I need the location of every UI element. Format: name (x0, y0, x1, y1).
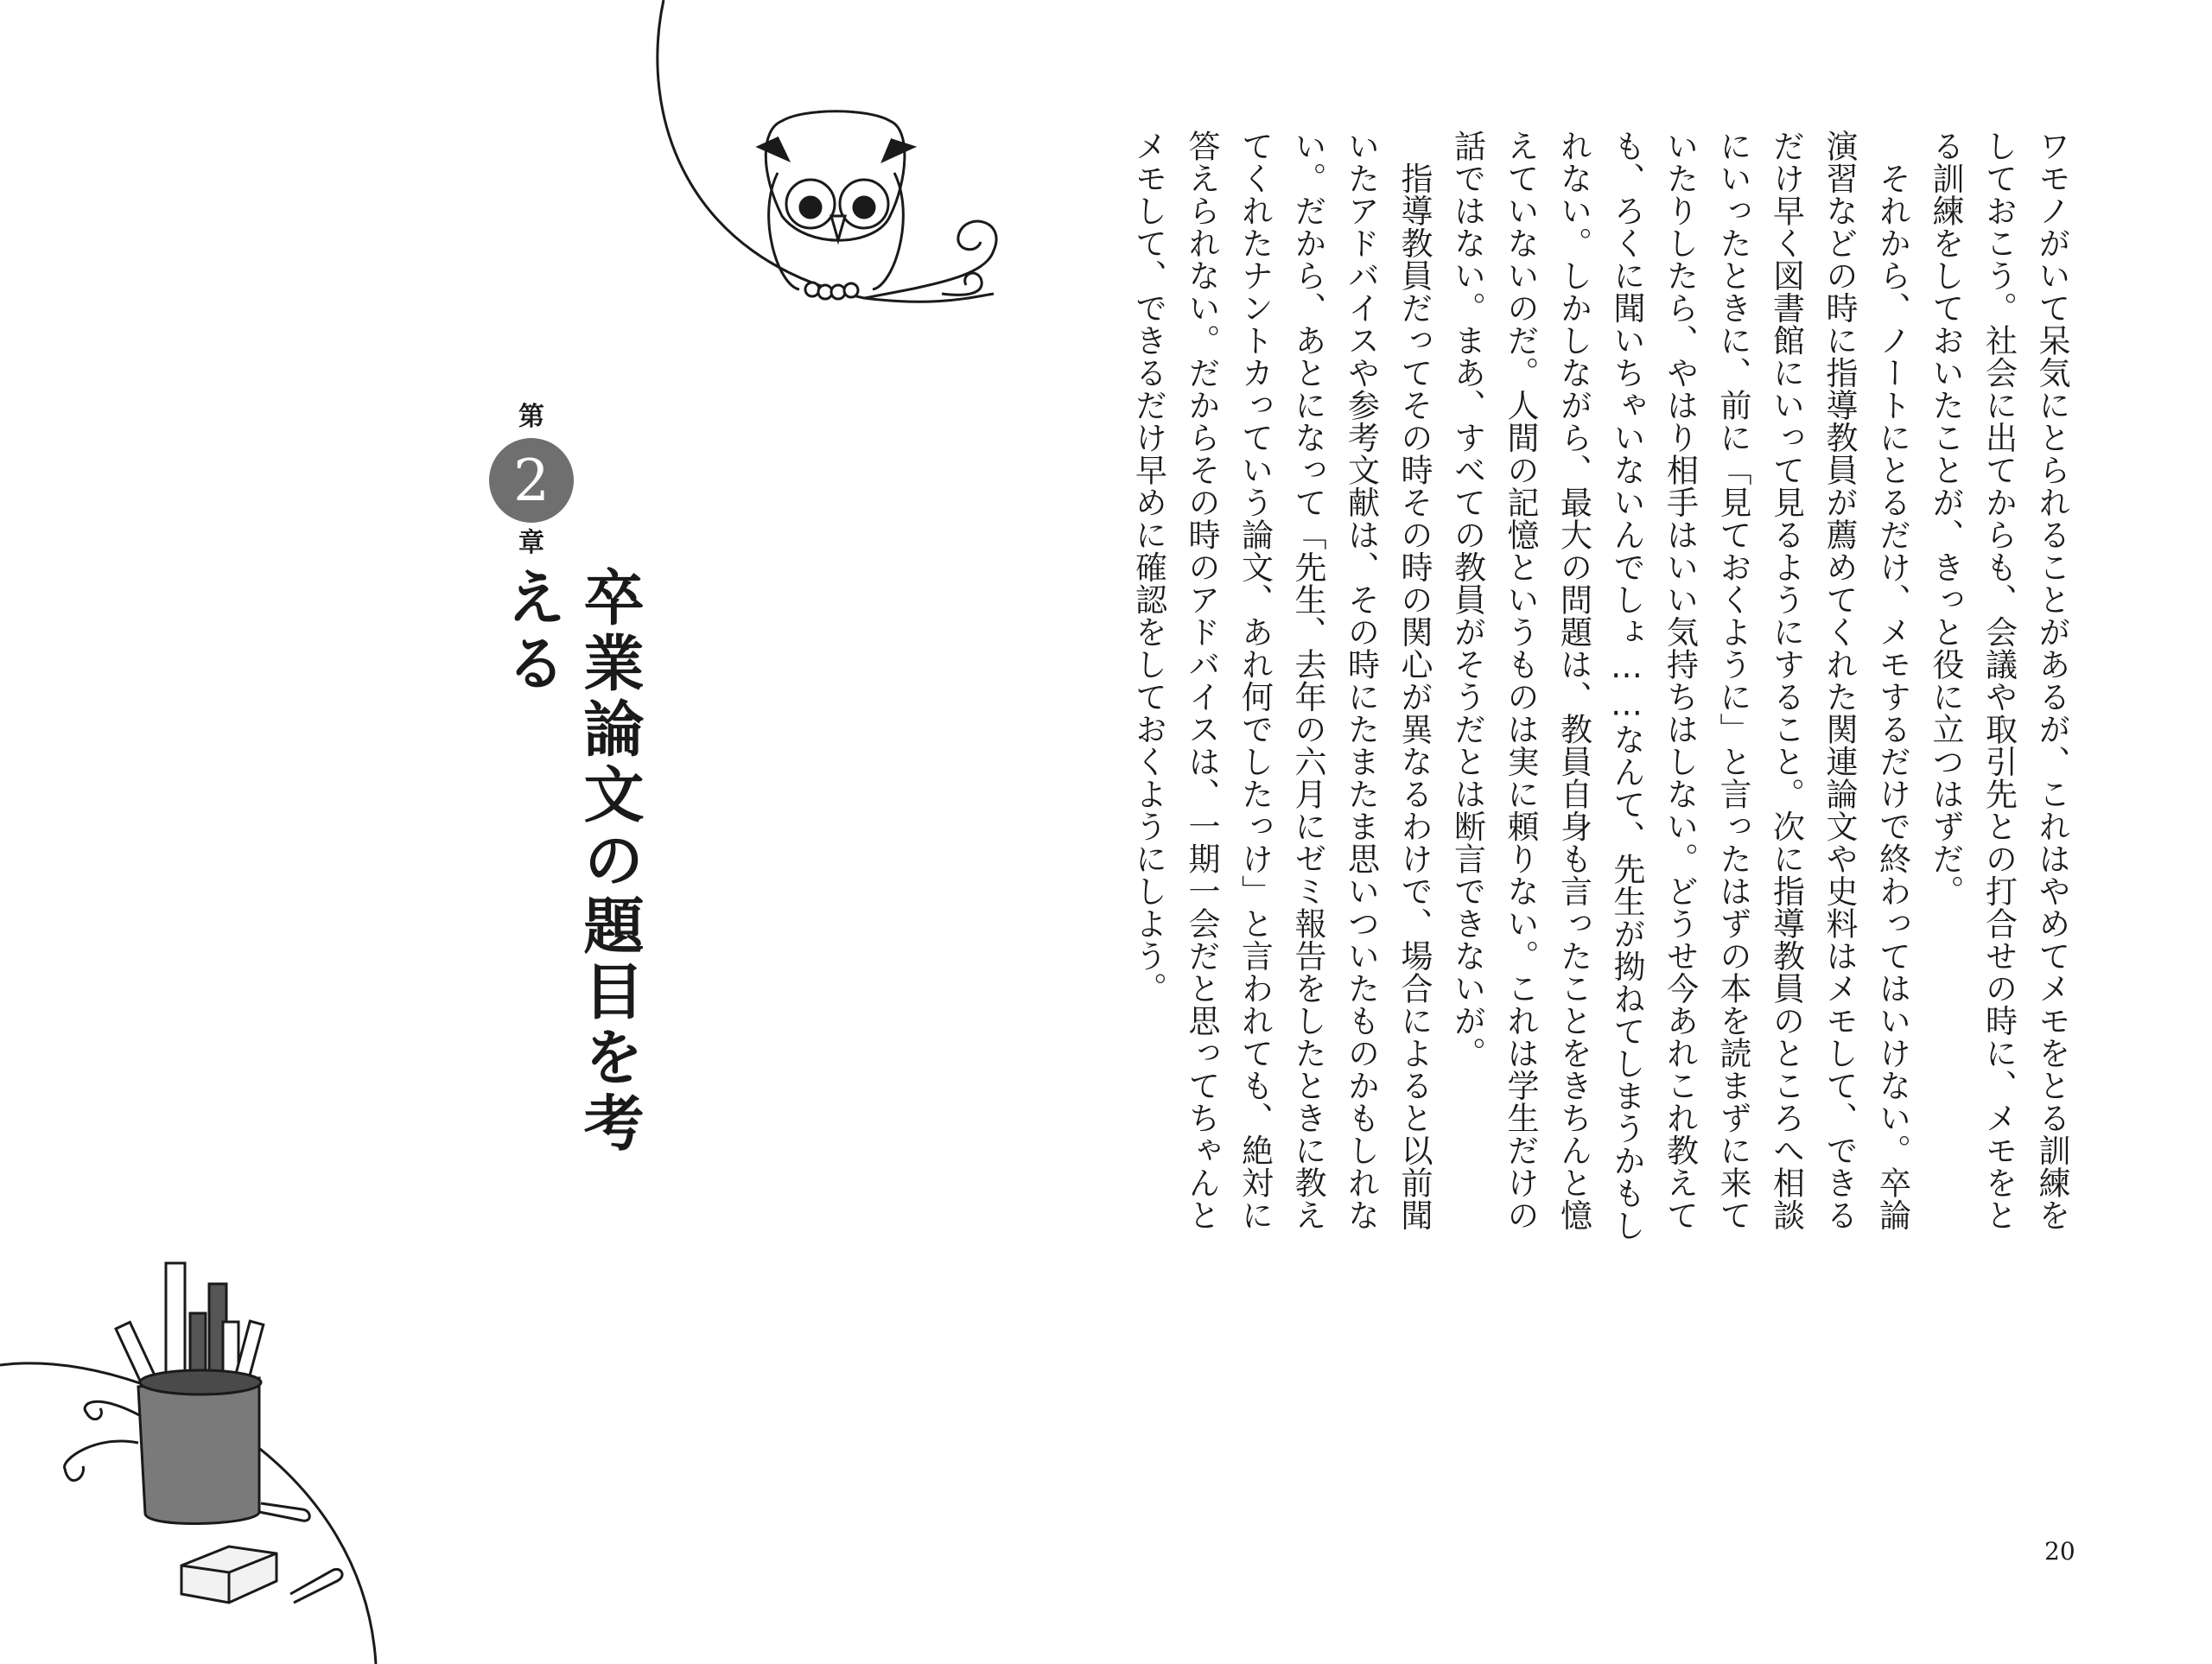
owl-feet-icon (805, 283, 858, 299)
paragraph: 指導教員だってその時その時の関心が異なるわけで、場合によると以前聞いたアドバイスや参考文献は、その時にたまたま思いついたものかもしれない。だから、あとになって「先生、去年の六月にゼミ報告をしたときに教えてくれたナントカっていう論文、あれ何でしたっけ」と言われても、絶対に答えられない。だからその時のアドバイスは、一期一会だと思ってちゃんとメモして、できるだけ早めに確認をしておくようにしよう。 (1129, 130, 1433, 1231)
chapter-title: 卒業論文の題目を考える (496, 566, 645, 1157)
paragraph: それから、ノートにとるだけ、メモするだけで終わってはいけない。卒論演習などの時に指導教員が薦めてくれた関連論文や史料はメモして、できるだけ早く図書館にいって見るようにすること。次に指導教員のところへ相談にいったときに、前に「見ておくように」と言ったはずの本を読まずに来ていたりしたら、やはり相手はいい気持ちはしない。どうせ今あれこれ教えても、ろくに聞いちゃいないんでしょ……なんて、先生が拗ねてしまうかもしれない。しかしながら、最大の問題は、教員自身も言ったことをきちんと憶えていないのだ。人間の記憶というものは実に頼りない。これは学生だけの話ではない。まあ、すべての教員がそうだとは断言できないが。 (1448, 130, 1911, 1242)
paragraph: ワモノがいて呆気にとられることがあるが、これはやめてメモをとる訓練をしておこう。社会に出てからも、会議や取引先との打合せの時に、メモをとる訓練をしておいたことが、きっと役に立つはずだ。 (1927, 130, 2070, 1231)
page-number: 20 (2044, 1537, 2075, 1566)
chapter-suffix: 章 (518, 528, 544, 558)
pen-cup-icon (116, 1263, 264, 1524)
body-text (1128, 130, 2078, 1244)
owl-icon (759, 111, 913, 299)
eraser-icon (181, 1547, 276, 1603)
chapter-number-badge: 2 (489, 438, 574, 523)
chapter-prefix: 第 (518, 402, 544, 432)
branch-swirl-icon (864, 221, 996, 298)
chapter-mark (484, 402, 579, 559)
table-swirl-icon (65, 1401, 143, 1480)
